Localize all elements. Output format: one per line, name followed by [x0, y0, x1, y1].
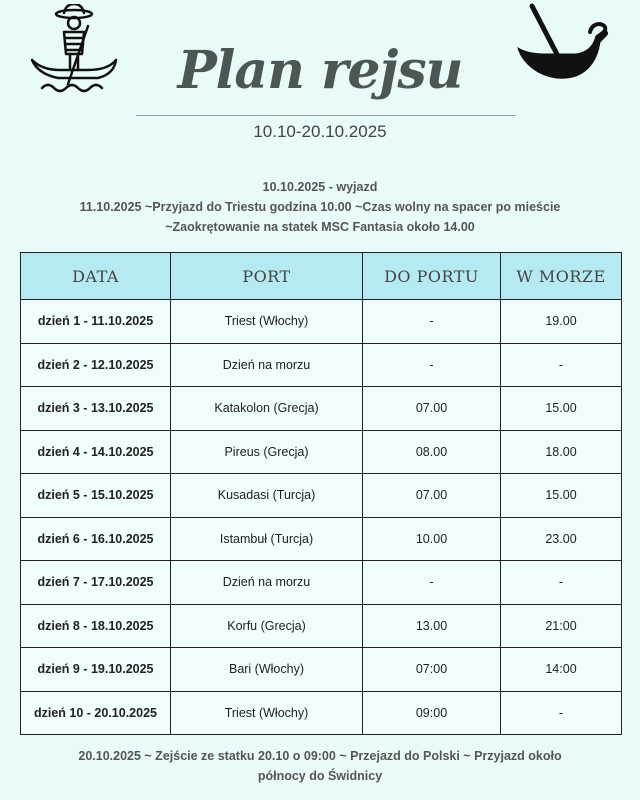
cell-port: Triest (Włochy) [171, 300, 363, 344]
intro-line-2: 11.10.2025 ~Przyjazd do Triestu godzina 10.00 ~Czas wolny na spacer po mieście [79, 200, 561, 214]
column-header-departure: W MORZE [501, 253, 622, 300]
cell-arrival: 07.00 [363, 387, 501, 431]
cell-port: Dzień na morzu [171, 343, 363, 387]
cell-port: Bari (Włochy) [171, 648, 363, 692]
cell-departure: 19.00 [501, 300, 622, 344]
intro-text [0, 177, 640, 237]
column-header-date: DATA [21, 253, 171, 300]
cell-arrival: - [363, 343, 501, 387]
table-header-row [21, 253, 622, 300]
itinerary-table [20, 252, 622, 735]
closing-text [0, 746, 640, 786]
column-header-arrival: DO PORTU [363, 253, 501, 300]
cell-port: Kusadasi (Turcja) [171, 474, 363, 518]
cell-arrival: 13.00 [363, 604, 501, 648]
table-row [21, 517, 622, 561]
page-title: Plan rejsu [177, 40, 463, 101]
cell-port: Pireus (Grecja) [171, 430, 363, 474]
cell-port: Triest (Włochy) [171, 691, 363, 735]
cell-date: dzień 1 - 11.10.2025 [21, 300, 171, 344]
cell-arrival: - [363, 300, 501, 344]
cell-arrival: 07:00 [363, 648, 501, 692]
cell-port: Istambuł (Turcja) [171, 517, 363, 561]
table-row [21, 604, 622, 648]
table-row [21, 561, 622, 605]
cell-departure: - [501, 691, 622, 735]
cell-departure: - [501, 343, 622, 387]
cell-port: Katakolon (Grecja) [171, 387, 363, 431]
closing-line-1: 20.10.2025 ~ Zejście ze statku 20.10 o 09:00 ~ Przejazd do Polski ~ Przyjazd około [78, 749, 562, 763]
intro-line-1: 10.10.2025 - wyjazd [262, 180, 378, 194]
table-row [21, 300, 622, 344]
cell-departure: 23.00 [501, 517, 622, 561]
cell-departure: 21:00 [501, 604, 622, 648]
table-row [21, 648, 622, 692]
cell-date: dzień 6 - 16.10.2025 [21, 517, 171, 561]
closing-line-2: północy do Świdnicy [257, 769, 383, 783]
cell-date: dzień 9 - 19.10.2025 [21, 648, 171, 692]
cell-departure: - [501, 561, 622, 605]
cell-arrival: 08.00 [363, 430, 501, 474]
cell-date: dzień 8 - 18.10.2025 [21, 604, 171, 648]
cell-arrival: - [363, 561, 501, 605]
cell-date: dzień 10 - 20.10.2025 [21, 691, 171, 735]
table-row [21, 343, 622, 387]
column-header-port: PORT [171, 253, 363, 300]
date-range: 10.10-20.10.2025 [253, 122, 387, 141]
table-row [21, 474, 622, 518]
cell-date: dzień 4 - 14.10.2025 [21, 430, 171, 474]
table-row [21, 691, 622, 735]
title-divider [136, 115, 516, 116]
cell-port: Dzień na morzu [171, 561, 363, 605]
cell-arrival: 07.00 [363, 474, 501, 518]
cell-date: dzień 2 - 12.10.2025 [21, 343, 171, 387]
cell-departure: 15.00 [501, 387, 622, 431]
cell-departure: 14:00 [501, 648, 622, 692]
cell-departure: 18.00 [501, 430, 622, 474]
cell-departure: 15.00 [501, 474, 622, 518]
cell-date: dzień 3 - 13.10.2025 [21, 387, 171, 431]
cell-arrival: 09:00 [363, 691, 501, 735]
cell-arrival: 10.00 [363, 517, 501, 561]
table-row [21, 430, 622, 474]
intro-line-3: ~Zaokrętowanie na statek MSC Fantasia około 14.00 [165, 220, 475, 234]
cell-date: dzień 7 - 17.10.2025 [21, 561, 171, 605]
table-row [21, 387, 622, 431]
cell-date: dzień 5 - 15.10.2025 [21, 474, 171, 518]
cell-port: Korfu (Grecja) [171, 604, 363, 648]
